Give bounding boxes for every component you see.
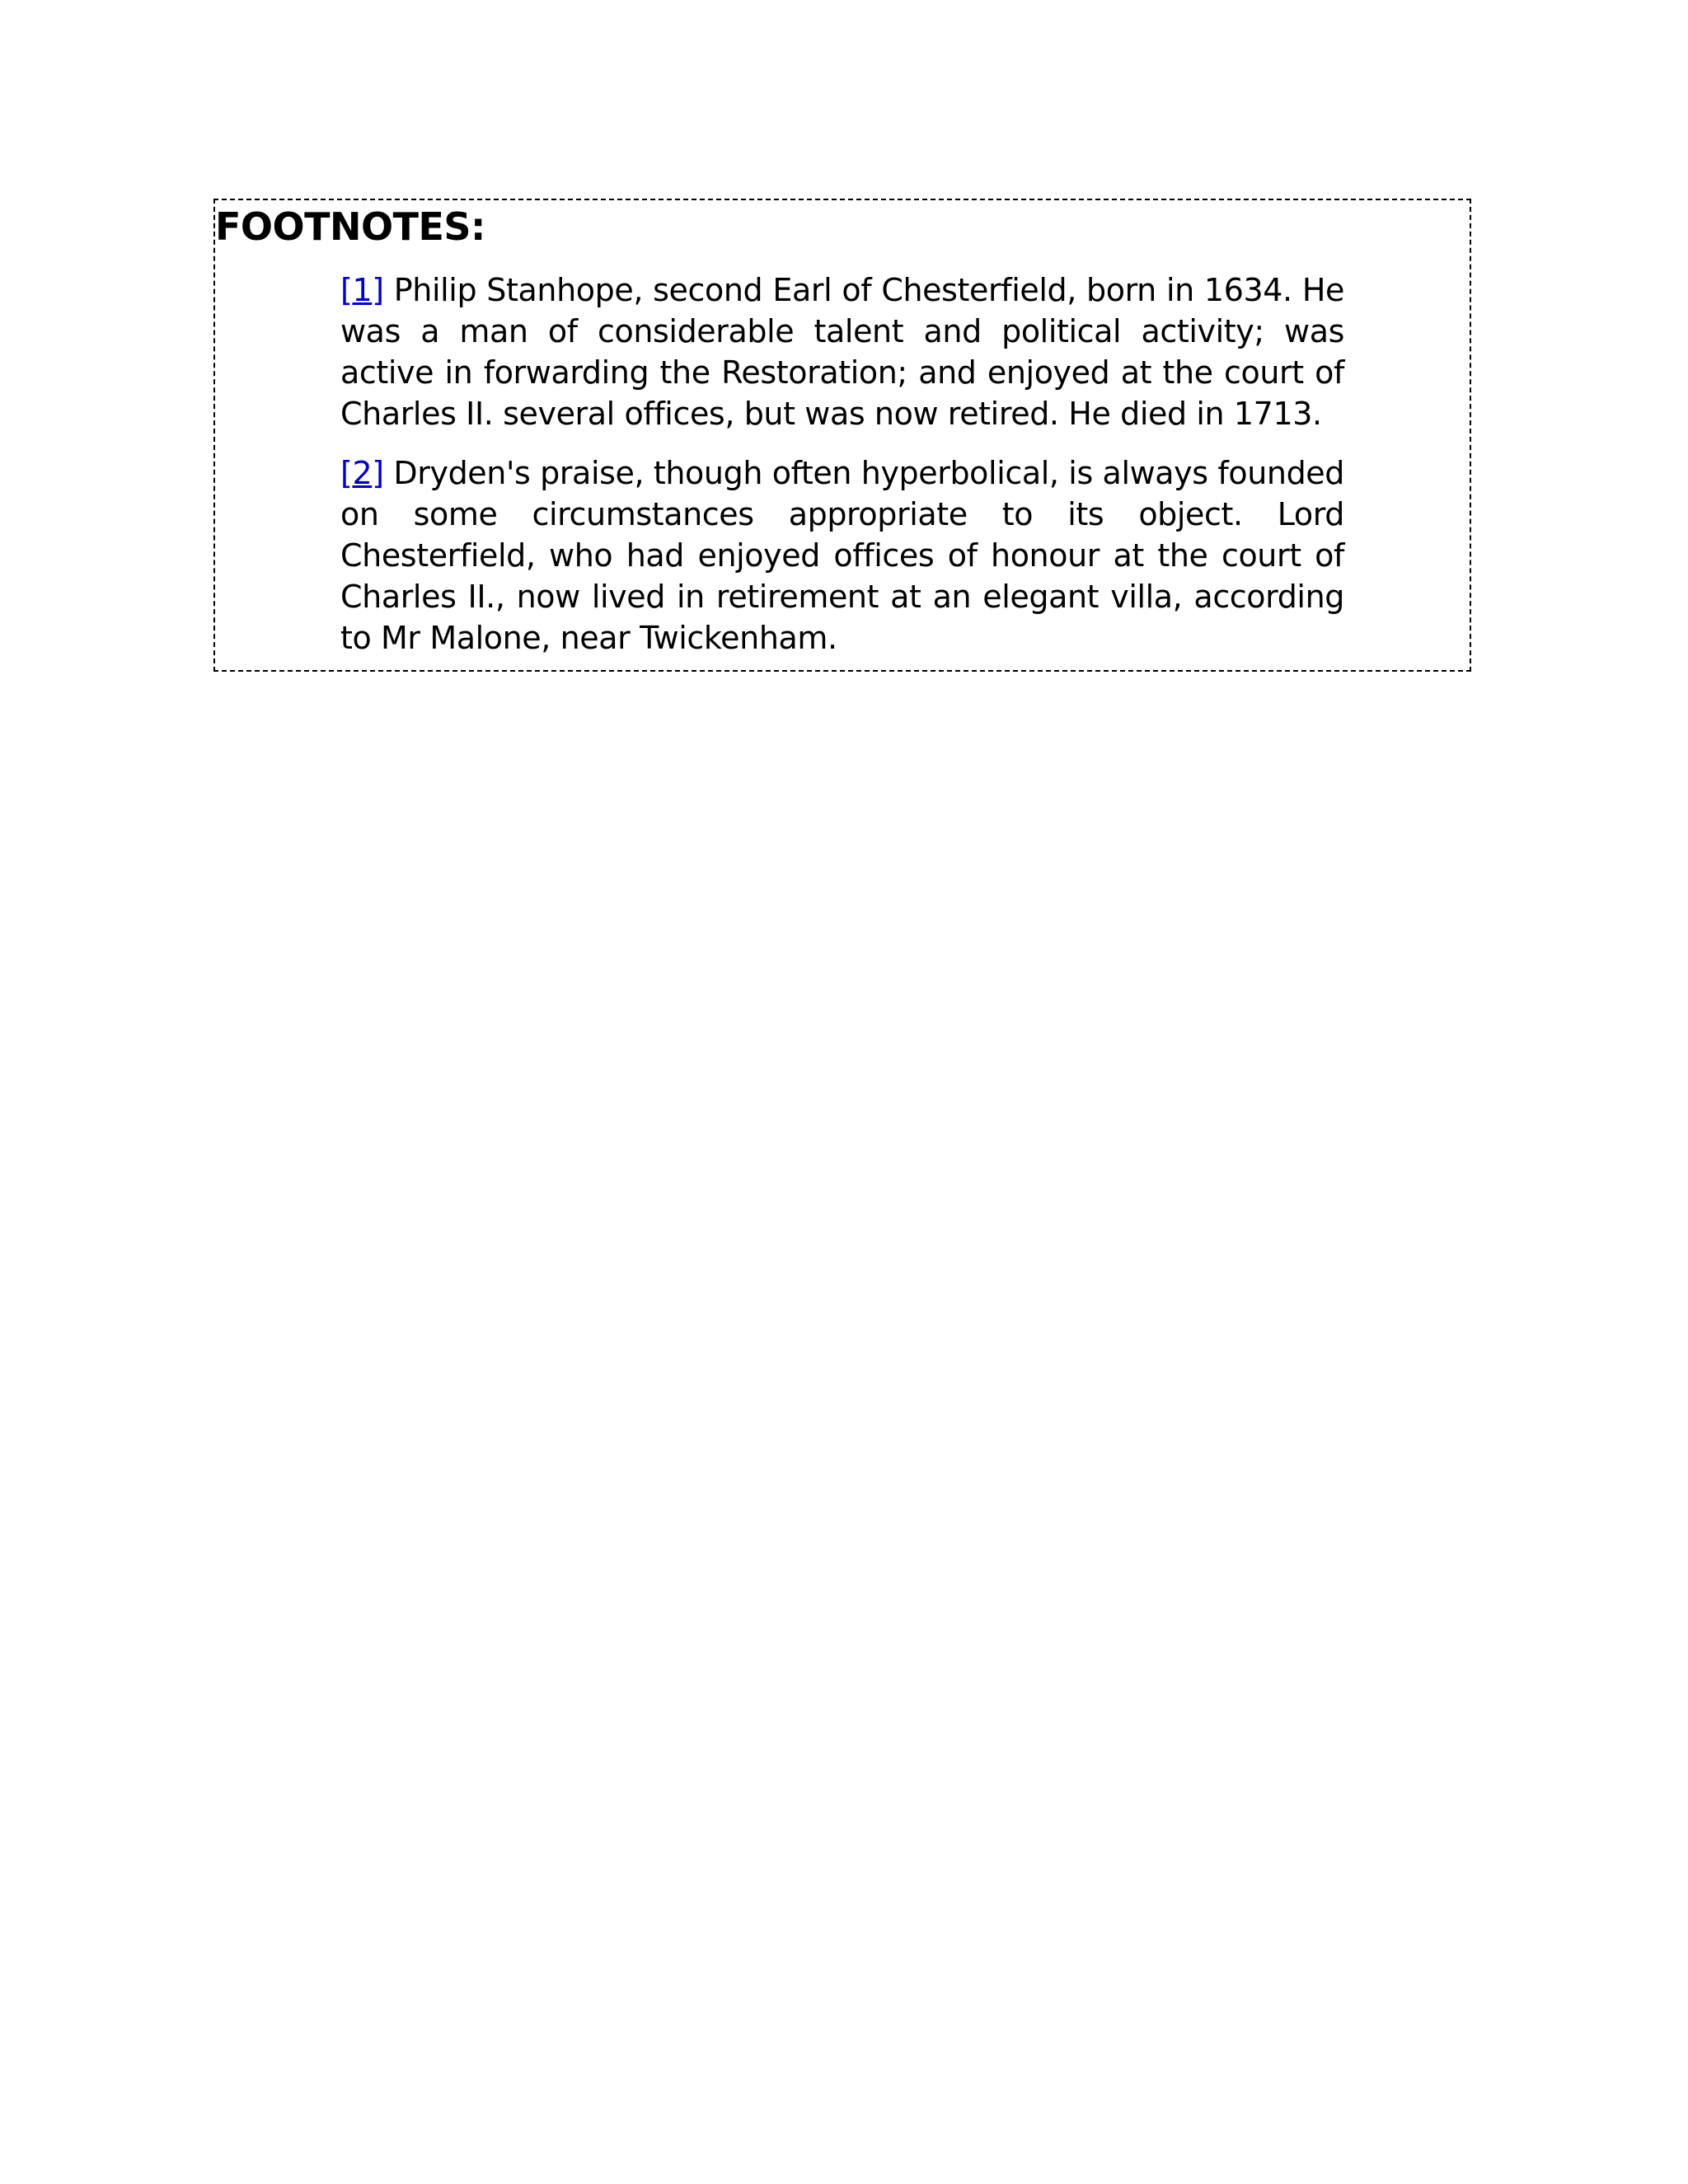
footnote-1-ref-link[interactable] [340, 272, 384, 308]
footnotes-heading: FOOTNOTES: [215, 204, 485, 249]
footnote-2-ref-close: ] [372, 455, 384, 491]
footnote-2 [340, 452, 1344, 658]
footnote-1-text: Philip Stanhope, second Earl of Chesterfield, born in 1634. He was a man of considerable talent and political activity; was active in forwarding the Restoration; and enjoyed at the court of Charles II. several offices, but was now retired. He died in 1713. [340, 272, 1344, 432]
footnote-1-ref-number: 1 [352, 272, 373, 308]
footnotes-section [213, 199, 1471, 672]
footnote-1-ref-open: [ [340, 272, 353, 308]
footnote-1 [340, 269, 1344, 434]
footnote-2-ref-open: [ [340, 455, 353, 491]
footnote-2-ref-number: 2 [352, 455, 373, 491]
footnote-2-ref-link[interactable] [340, 455, 384, 491]
footnote-1-ref-close: ] [372, 272, 384, 308]
footnote-2-text: Dryden's praise, though often hyperbolical, is always founded on some circumstances appropriate to its object. Lord Chesterfield, who had enjoyed offices of honour at the court of Charles II., now lived in retirement at an elegant villa, according to Mr Malone, near Twickenham. [340, 455, 1344, 656]
